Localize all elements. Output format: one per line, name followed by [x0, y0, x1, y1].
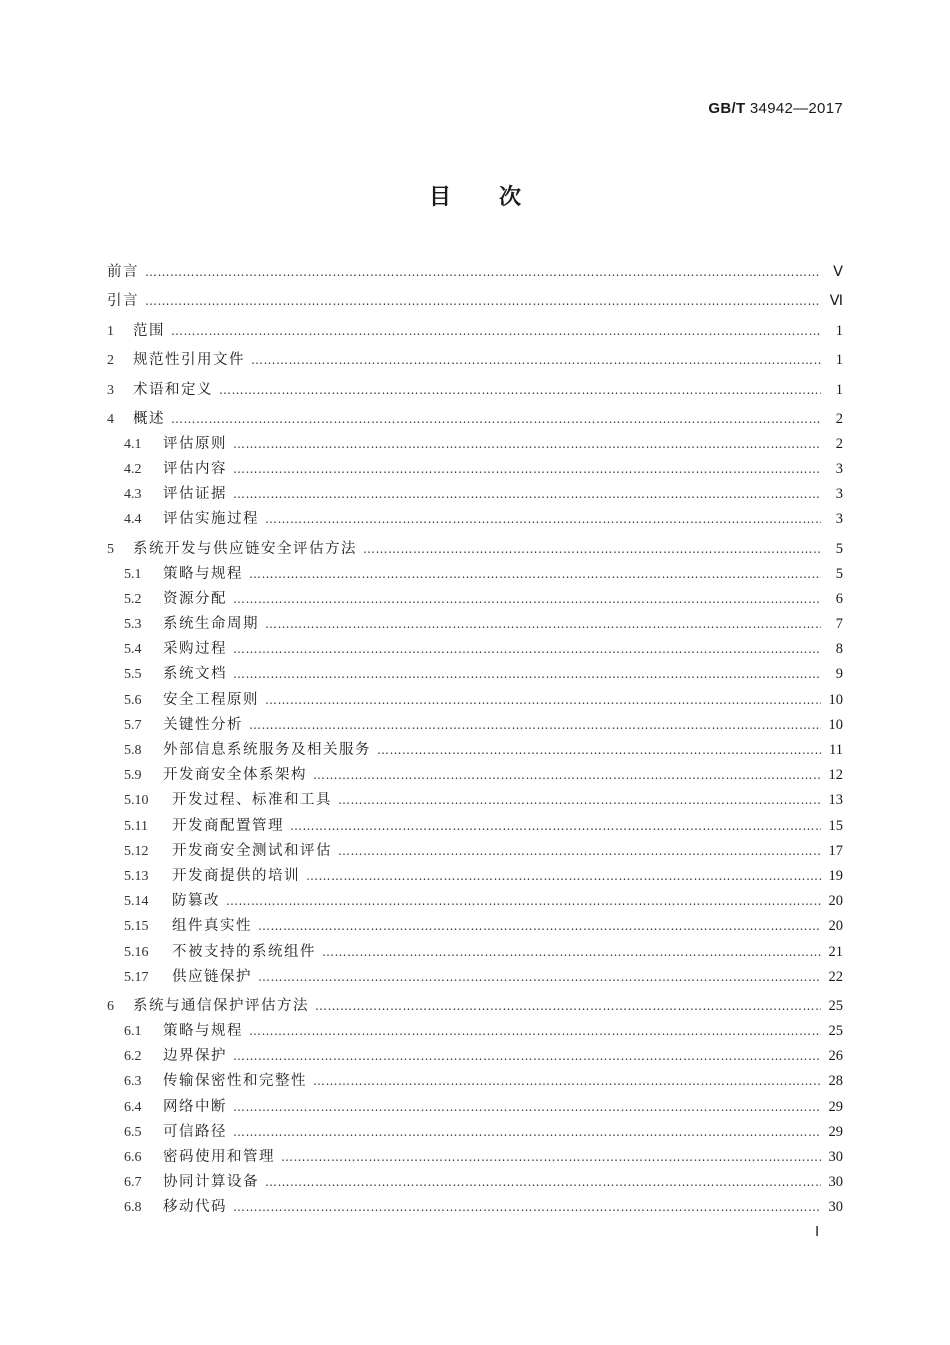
toc-entry-label: 评估原则 — [163, 436, 227, 452]
toc-leader-dots — [338, 844, 821, 858]
toc-leader-dots — [233, 592, 821, 606]
toc-leader-dots — [265, 1175, 821, 1189]
toc-entry-label: 防篡改 — [172, 893, 220, 909]
toc-entry-number: 1 — [107, 324, 114, 339]
toc-entry-number: 2 — [107, 353, 114, 368]
toc-entry-page: 26 — [828, 1048, 843, 1064]
toc-entry-label: 协同计算设备 — [163, 1174, 259, 1190]
toc-entry-label: 策略与规程 — [163, 566, 243, 582]
toc-entry-number: 5.11 — [124, 819, 148, 834]
toc-leader-dots — [338, 793, 821, 807]
toc-leader-dots — [233, 667, 821, 681]
toc-entry-number: 5.8 — [124, 743, 142, 758]
toc-entry-label: 引言 — [107, 293, 139, 309]
toc-entry-number: 5.4 — [124, 642, 142, 657]
toc-entry-page: 25 — [828, 998, 843, 1014]
toc-leader-dots — [233, 462, 821, 476]
toc-entry-label: 评估证据 — [163, 486, 227, 502]
toc-entry-page: 7 — [835, 616, 843, 632]
toc-leader-dots — [306, 869, 821, 883]
toc-leader-dots — [363, 542, 821, 556]
toc-entry-number: 4.1 — [124, 437, 142, 452]
toc-entry[interactable] — [107, 482, 843, 503]
toc-entry[interactable] — [107, 713, 843, 734]
toc-leader-dots — [145, 294, 821, 308]
toc-entry-label: 不被支持的系统组件 — [172, 944, 316, 960]
toc-leader-dots — [281, 1150, 821, 1164]
toc-leader-dots — [251, 353, 821, 367]
toc-entry-page: Ⅵ — [829, 293, 843, 309]
toc-entry-page: 1 — [835, 382, 843, 398]
toc-entry-page: 28 — [828, 1073, 843, 1089]
standard-prefix: GB/T — [708, 100, 746, 117]
toc-leader-dots — [233, 1200, 821, 1214]
toc-entry-page: 30 — [828, 1199, 843, 1215]
toc-entry[interactable] — [107, 788, 843, 809]
toc-entry-label: 系统与通信保护评估方法 — [133, 998, 309, 1014]
toc-entry-page: 30 — [828, 1174, 843, 1190]
toc-entry-page: 5 — [835, 541, 843, 557]
toc-leader-dots — [265, 693, 821, 707]
toc-leader-dots — [249, 1024, 821, 1038]
toc-leader-dots — [313, 768, 821, 782]
toc-entry-page: 12 — [828, 767, 843, 783]
toc-entry[interactable] — [107, 319, 843, 340]
toc-entry-number: 5.14 — [124, 894, 149, 909]
toc-entry-page: 3 — [835, 511, 843, 527]
toc-entry[interactable] — [107, 457, 843, 478]
toc-entry-page: 10 — [828, 692, 843, 708]
toc-entry[interactable] — [107, 348, 843, 369]
toc-entry-label: 供应链保护 — [172, 969, 252, 985]
toc-entry-number: 5.12 — [124, 844, 149, 859]
toc-entry-label: 开发商安全体系架构 — [163, 767, 307, 783]
toc-entry-number: 3 — [107, 383, 114, 398]
toc-leader-dots — [233, 487, 821, 501]
toc-entry[interactable] — [107, 537, 843, 558]
toc-entry-label: 采购过程 — [163, 641, 227, 657]
toc-entry-number: 6.6 — [124, 1150, 142, 1165]
toc-entry-label: 开发过程、标准和工具 — [172, 792, 332, 808]
toc-entry-page: Ⅴ — [833, 264, 843, 280]
toc-entry-label: 策略与规程 — [163, 1023, 243, 1039]
toc-entry-page: 21 — [828, 944, 843, 960]
toc-entry-page: 2 — [835, 436, 843, 452]
toc-entry-number: 5.2 — [124, 592, 142, 607]
toc-entry-label: 术语和定义 — [133, 382, 213, 398]
toc-entry-label: 评估内容 — [163, 461, 227, 477]
toc-entry-page: 3 — [835, 486, 843, 502]
toc-entry[interactable] — [107, 738, 843, 759]
toc-entry[interactable] — [107, 612, 843, 633]
toc-entry[interactable] — [107, 688, 843, 709]
toc-entry[interactable] — [107, 1044, 843, 1065]
toc-leader-dots — [265, 617, 821, 631]
toc-leader-dots — [377, 743, 821, 757]
toc-entry-page: 5 — [835, 566, 843, 582]
toc-entry-page: 13 — [828, 792, 843, 808]
toc-leader-dots — [233, 642, 821, 656]
toc-leader-dots — [233, 1125, 821, 1139]
toc-entry-page: 2 — [835, 411, 843, 427]
toc-entry-label: 系统文档 — [163, 666, 227, 682]
toc-entry-label: 边界保护 — [163, 1048, 227, 1064]
toc-entry-page: 22 — [828, 969, 843, 985]
toc-leader-dots — [249, 718, 821, 732]
toc-entry[interactable] — [107, 1069, 843, 1090]
toc-entry-page: 1 — [835, 323, 843, 339]
toc-entry-number: 4.2 — [124, 462, 142, 477]
toc-entry[interactable] — [107, 289, 843, 310]
toc-entry-page: 30 — [828, 1149, 843, 1165]
toc-entry-label: 前言 — [107, 264, 139, 280]
toc-entry-page: 8 — [835, 641, 843, 657]
toc-entry-label: 资源分配 — [163, 591, 227, 607]
toc-leader-dots — [233, 437, 821, 451]
toc-entry-number: 5.16 — [124, 945, 149, 960]
toc-entry-number: 5.6 — [124, 693, 142, 708]
toc-entry[interactable] — [107, 1170, 843, 1191]
toc-entry-page: 1 — [835, 352, 843, 368]
toc-entry-page: 9 — [835, 666, 843, 682]
toc-entry-number: 5 — [107, 542, 114, 557]
toc-entry-number: 6.8 — [124, 1200, 142, 1215]
toc-entry-number: 5.15 — [124, 919, 149, 934]
toc-leader-dots — [258, 919, 821, 933]
toc-entry-number: 6.5 — [124, 1125, 142, 1140]
standard-code — [708, 100, 843, 117]
toc-entry-number: 5.13 — [124, 869, 149, 884]
toc-entry[interactable] — [107, 507, 843, 528]
toc-entry-label: 组件真实性 — [172, 918, 252, 934]
toc-entry[interactable] — [107, 965, 843, 986]
toc-entry[interactable] — [107, 864, 843, 885]
toc-entry[interactable] — [107, 407, 843, 428]
toc-entry-label: 传输保密性和完整性 — [163, 1073, 307, 1089]
toc-entry-label: 评估实施过程 — [163, 511, 259, 527]
toc-entry[interactable] — [107, 1120, 843, 1141]
toc-entry[interactable] — [107, 432, 843, 453]
toc-entry-number: 4.4 — [124, 512, 142, 527]
page-number: Ⅰ — [815, 1225, 820, 1240]
toc-entry-page: 29 — [828, 1124, 843, 1140]
toc-entry-label: 密码使用和管理 — [163, 1149, 275, 1165]
toc-entry[interactable] — [107, 1095, 843, 1116]
toc-leader-dots — [219, 383, 821, 397]
toc-leader-dots — [233, 1049, 821, 1063]
toc-leader-dots — [290, 819, 821, 833]
toc-entry-label: 系统开发与供应链安全评估方法 — [133, 541, 357, 557]
toc-leader-dots — [249, 567, 821, 581]
toc-entry-page: 19 — [828, 868, 843, 884]
toc-entry-number: 4.3 — [124, 487, 142, 502]
toc-entry-number: 6.4 — [124, 1100, 142, 1115]
toc-entry[interactable] — [107, 839, 843, 860]
toc-entry[interactable] — [107, 378, 843, 399]
toc-entry-page: 10 — [828, 717, 843, 733]
toc-entry[interactable] — [107, 889, 843, 910]
toc-entry-label: 系统生命周期 — [163, 616, 259, 632]
toc-entry-number: 5.10 — [124, 793, 149, 808]
toc-entry[interactable] — [107, 914, 843, 935]
toc-entry-number: 4 — [107, 412, 114, 427]
toc-entry-number: 6 — [107, 999, 114, 1014]
toc-entry[interactable] — [107, 763, 843, 784]
toc-entry[interactable] — [107, 1019, 843, 1040]
toc-entry[interactable] — [107, 637, 843, 658]
toc-entry-label: 安全工程原则 — [163, 692, 259, 708]
toc-entry[interactable] — [107, 587, 843, 608]
toc-entry-label: 概述 — [133, 411, 165, 427]
toc-entry-label: 范围 — [133, 323, 165, 339]
toc-entry[interactable] — [107, 662, 843, 683]
toc-entry-page: 25 — [828, 1023, 843, 1039]
toc-entry-page: 29 — [828, 1099, 843, 1115]
toc-entry[interactable] — [107, 1195, 843, 1216]
toc-entry-page: 15 — [828, 818, 843, 834]
toc-entry-label: 可信路径 — [163, 1124, 227, 1140]
toc-entry-page: 6 — [835, 591, 843, 607]
toc-leader-dots — [171, 324, 821, 338]
toc-entry[interactable] — [107, 260, 843, 281]
toc-entry-number: 5.17 — [124, 970, 149, 985]
toc-leader-dots — [265, 512, 821, 526]
toc-entry-page: 17 — [828, 843, 843, 859]
toc-entry-page: 20 — [828, 893, 843, 909]
toc-entry-number: 5.7 — [124, 718, 142, 733]
toc-entry-page: 20 — [828, 918, 843, 934]
toc-entry-label: 网络中断 — [163, 1099, 227, 1115]
toc-entry[interactable] — [107, 994, 843, 1015]
toc-leader-dots — [145, 265, 821, 279]
toc-entry-number: 6.2 — [124, 1049, 142, 1064]
toc-entry-label: 开发商安全测试和评估 — [172, 843, 332, 859]
toc-entry[interactable] — [107, 940, 843, 961]
toc-entry-number: 5.3 — [124, 617, 142, 632]
toc-entry-number: 5.1 — [124, 567, 142, 582]
toc-entry-number: 5.5 — [124, 667, 142, 682]
toc-leader-dots — [258, 970, 821, 984]
toc-entry-label: 规范性引用文件 — [133, 352, 245, 368]
toc-entry[interactable] — [107, 814, 843, 835]
toc-entry-label: 外部信息系统服务及相关服务 — [163, 742, 371, 758]
toc-leader-dots — [171, 412, 821, 426]
toc-leader-dots — [233, 1100, 821, 1114]
toc-entry-label: 关键性分析 — [163, 717, 243, 733]
toc-entry[interactable] — [107, 562, 843, 583]
toc-entry-number: 6.7 — [124, 1175, 142, 1190]
toc-entry-number: 6.1 — [124, 1024, 142, 1039]
toc-entry-number: 6.3 — [124, 1074, 142, 1089]
toc-leader-dots — [322, 945, 821, 959]
toc-entry-label: 移动代码 — [163, 1199, 227, 1215]
toc-entry-number: 5.9 — [124, 768, 142, 783]
toc-entry[interactable] — [107, 1145, 843, 1166]
toc-leader-dots — [315, 999, 821, 1013]
page-title: 目次 — [428, 185, 569, 210]
toc-entry-label: 开发商配置管理 — [172, 818, 284, 834]
toc-entry-page: 11 — [829, 742, 843, 758]
toc-leader-dots — [226, 894, 821, 908]
toc-entry-label: 开发商提供的培训 — [172, 868, 300, 884]
standard-number: 34942—2017 — [749, 100, 843, 117]
toc-entry-page: 3 — [835, 461, 843, 477]
toc-leader-dots — [313, 1074, 821, 1088]
